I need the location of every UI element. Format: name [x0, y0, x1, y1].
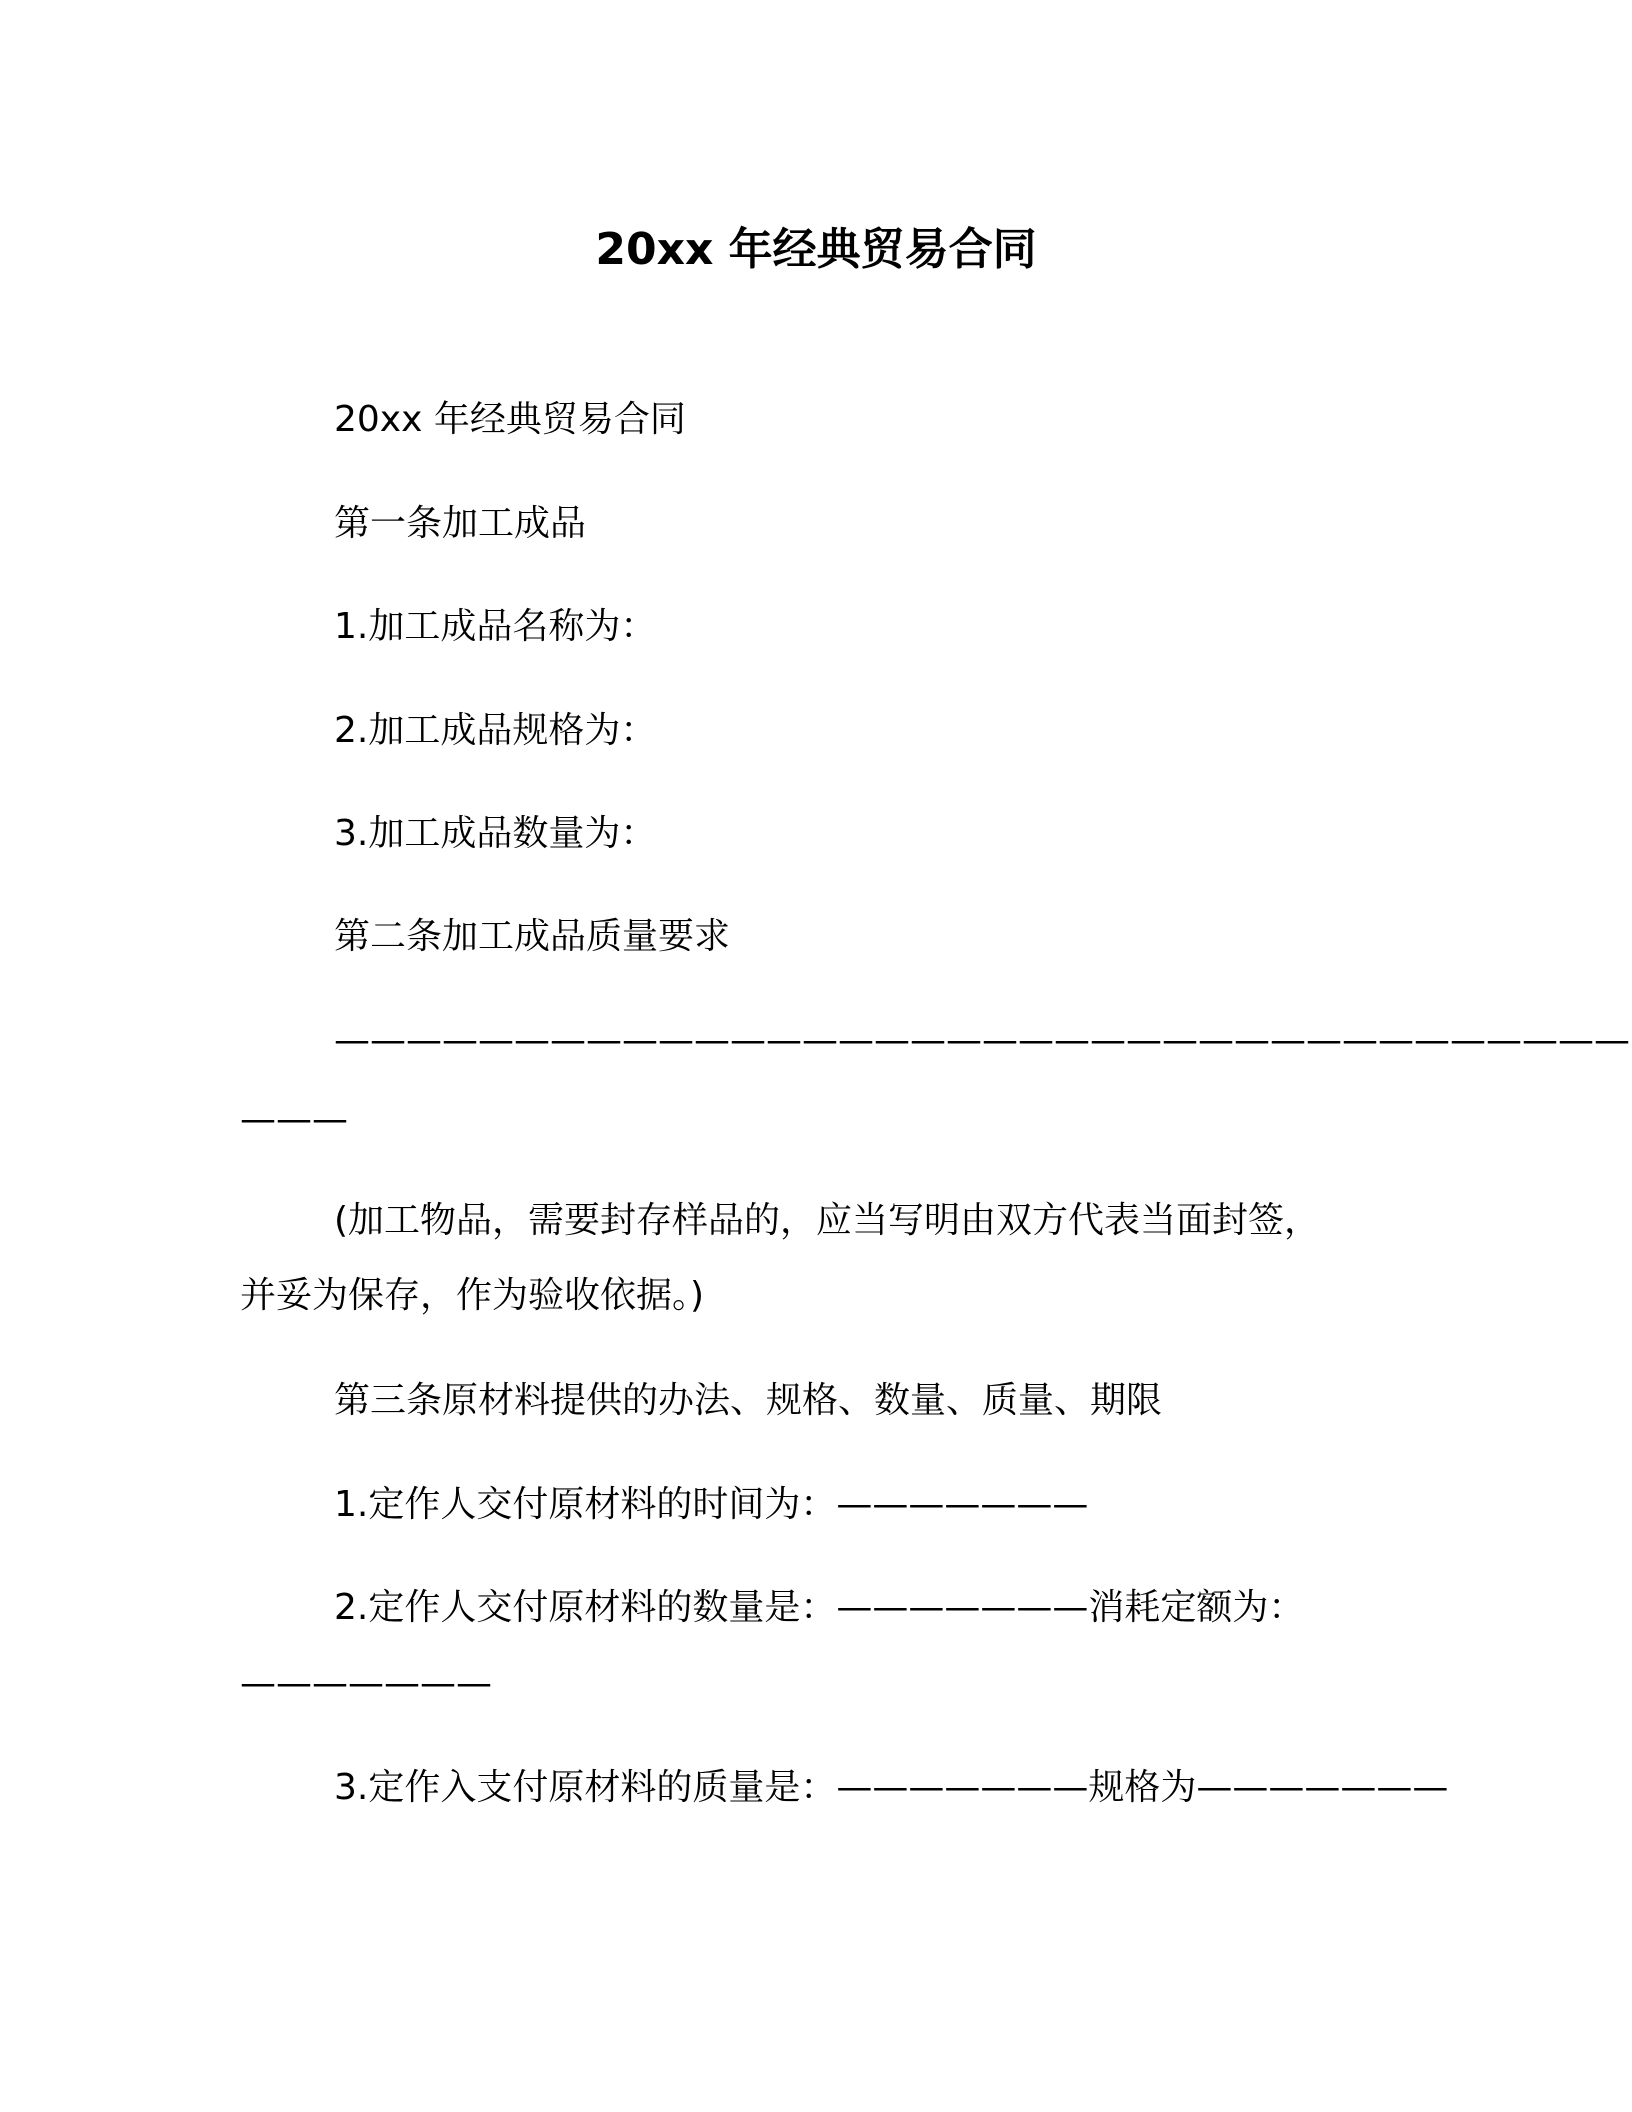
paragraph-sample-note: (加工物品，需要封存样品的，应当写明由双方代表当面封签，	[334, 1200, 1321, 1241]
paragraph-product-quantity: 3.加工成品数量为：	[334, 813, 657, 854]
paragraph-article-three-heading: 第三条原材料提供的办法、规格、数量、质量、期限	[334, 1380, 1163, 1421]
paragraph-material-quantity-continued: ———————	[240, 1663, 492, 1704]
paragraph-material-delivery-time: 1.定作人交付原材料的时间为：———————	[334, 1484, 1089, 1525]
document-title: 20xx 年经典贸易合同	[595, 224, 1037, 275]
blank-line-quality-requirement: ————————————————————————————————————	[334, 1020, 1630, 1061]
paragraph-product-name: 1.加工成品名称为：	[334, 606, 657, 647]
paragraph-product-spec: 2.加工成品规格为：	[334, 710, 657, 751]
paragraph-material-quantity: 2.定作人交付原材料的数量是：———————消耗定额为：	[334, 1587, 1305, 1628]
paragraph-contract-name: 20xx 年经典贸易合同	[334, 399, 686, 440]
paragraph-article-two-heading: 第二条加工成品质量要求	[334, 916, 731, 957]
blank-line-quality-requirement-continued: ———	[240, 1099, 348, 1140]
paragraph-material-quality: 3.定作入支付原材料的质量是：———————规格为———————	[334, 1767, 1449, 1808]
paragraph-article-one-heading: 第一条加工成品	[334, 503, 587, 544]
paragraph-sample-note-continued: 并妥为保存，作为验收依据。)	[240, 1275, 705, 1316]
